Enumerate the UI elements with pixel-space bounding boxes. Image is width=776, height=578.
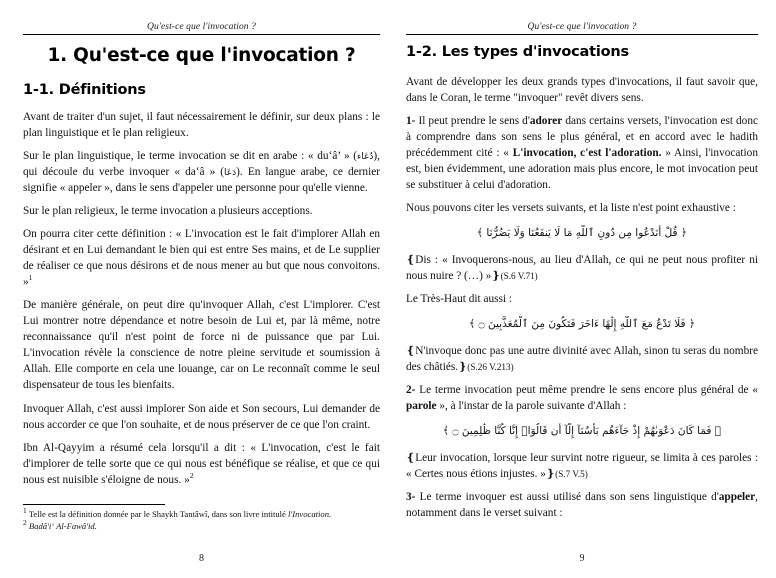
verse-1-translation: Dis : « Invoquerons-nous, au lieu d'Allah, ce qui ne peut nous profiter ni nous nuire ? (…) »: [406, 254, 758, 283]
point-1-part-b: dans certains versets, l'invocation est donc à comprendre dans son sens le plus général, et en accord avec le hadith précédemment cité : «: [406, 115, 758, 160]
point-1-bold-adoration: L'invocation, c'est l'adoration.: [512, 147, 662, 160]
quote-close-ornament-1: ❵: [491, 269, 501, 283]
paragraph-point-3: [406, 489, 758, 521]
quote-open-ornament-1: ❴: [406, 253, 416, 267]
section-title-types: 1-2. Les types d'invocations: [406, 44, 629, 60]
point-2-part-a: Le terme invocation peut même prendre le sens encore plus général de «: [415, 384, 758, 397]
quote-open-ornament-2: ❴: [406, 344, 416, 358]
paragraph-verses-intro: Nous pouvons citer les versets suivants, et la liste n'est point exhaustive :: [406, 202, 736, 215]
footnote-rule: [23, 504, 165, 505]
paragraph-verse-3-translation: [406, 450, 758, 482]
paragraph-linguistic: [23, 148, 380, 196]
quran-verse-arabic-1: ﴿ قُلْ أَنَدْعُوا مِن دُونِ ٱللَّهِ مَا لَا يَنفَعُنَا وَلَا يَضُرُّنَا ﴾: [476, 227, 688, 240]
point-1-bold-adorer: adorer: [529, 115, 563, 128]
footnote-2-marker: 2: [23, 518, 27, 528]
point-2-part-b: », à l'instar de la parole suivante d'Allah :: [436, 400, 627, 413]
verse-2-translation: N'invoque donc pas une autre divinité avec Allah, sinon tu seras du nombre des châtiés.: [406, 345, 758, 374]
point-3-part-b: , notamment dans le verset suivant :: [406, 491, 758, 520]
paragraph-verse-2-translation: [406, 343, 758, 375]
folio-left: 8: [199, 553, 204, 564]
paragraph-types-intro: Avant de développer les deux grands types d'invocations, il faut savoir que, dans le Coran, le terme "invoquer" revêt divers sens.: [406, 76, 758, 105]
point-3-part-a: Le terme invoquer est aussi utilisé dans son sens linguistique d': [415, 491, 719, 504]
verse-3-translation: Leur invocation, lorsque leur survint notre rigueur, se limita à ces paroles : « Certes nous étions injustes. »: [406, 452, 758, 481]
verse-2-reference: (S.26 V.213): [467, 362, 514, 373]
quote-close-ornament-3: ❵: [545, 467, 556, 481]
paragraph-definition: [23, 226, 380, 290]
section-title-definitions: 1-1. Définitions: [23, 82, 146, 98]
point-1-number: 1-: [406, 115, 416, 128]
footnote-1-marker: 1: [23, 505, 27, 515]
arabic-daa: دَعَا: [224, 168, 237, 179]
chapter-title: 1. Qu'est-ce que l'invocation ?: [47, 45, 356, 66]
paragraph-intro: Avant de traiter d'un sujet, il faut nécessairement le définir, sur deux plans : le plan linguistique et le plan religieux.: [23, 111, 380, 140]
linguistic-lead: Sur le plan linguistique, le terme invocation se dit en arabe : « du‘â’ » (: [23, 150, 358, 163]
footnote-2: [23, 518, 380, 533]
quote-close-ornament-2: ❵: [458, 360, 468, 374]
paragraph-verse-1-translation: [406, 252, 758, 284]
quran-verse-arabic-3: ﴿ فَمَا كَانَ دَعْوَىٰهُمْ إِذْ جَآءَهُم بَأْسُنَآ إِلَّآ أَن قَالُوٓا۟ إِنَّا كُنَّا ظَٰلِمِينَ ۝ ﴾: [442, 425, 722, 438]
footnote-marker-2: 2: [189, 470, 194, 480]
footnote-1: [23, 505, 380, 521]
header-rule-left: [23, 34, 380, 35]
linguistic-middle: ), qui découle du verbe invoquer « da‘â » (: [23, 150, 380, 179]
paragraph-also-said: Le Très-Haut dit aussi :: [406, 293, 513, 306]
verse-3-reference: (S.7 V.5): [555, 469, 588, 480]
verse-1-reference: (S.6 V.71): [500, 271, 538, 282]
footnote-2-title: Badâ'i‘ Al-Fawâ'id.: [28, 521, 97, 532]
paragraph-invoquer-allah: Invoquer Allah, c'est aussi implorer Son aide et Son secours, Lui demander de nous accorder ce que l'on souhaite, et de nous préserver de ce que l'on craint.: [23, 402, 380, 431]
quran-verse-arabic-2: ﴿ فَلَا تَدْعُ مَعَ ٱللَّهِ إِلَٰهًا ءَاخَرَ فَتَكُونَ مِنَ ٱلْمُعَذَّبِينَ ۝ ﴾: [469, 318, 695, 331]
paragraph-religious: Sur le plan religieux, le terme invocation a plusieurs acceptions.: [23, 205, 313, 218]
point-1-part-a: Il peut prendre le sens d': [415, 115, 530, 128]
footnote-1-title: l'Invocation.: [288, 508, 332, 519]
paragraph-ibn-al-qayyim: [23, 440, 380, 488]
footnotes-block: [23, 504, 380, 534]
linguistic-tail: ).: [236, 166, 243, 179]
point-1-part-c: » Ainsi, l'invocation est, bien évidemment, une adoration mais plus encore, le mot invocation peut se substituer à celui d'adoration.: [406, 147, 758, 192]
point-2-bold-parole: parole: [406, 400, 437, 413]
paragraph-point-2: [406, 382, 758, 414]
qayyim-text: Ibn Al-Qayyim a résumé cela lorsqu'il a dit : « L'invocation, c'est le fait d'implorer de telle sorte que ce qui nous est bénéfique se réalise, et que ce qui nous est nuisible s'éloigne de nous. »: [23, 441, 380, 486]
point-3-number: 3-: [406, 491, 416, 504]
point-2-number: 2-: [406, 384, 416, 397]
paragraph-point-1: [406, 113, 758, 193]
point-3-bold-appeler: appeler: [718, 491, 756, 504]
running-head-right: Qu'est-ce que l'invocation ?: [527, 22, 637, 32]
header-rule-right: [406, 34, 758, 35]
paragraph-langue-arabe: En langue arabe, ce dernier signifie « appeler », dans le sens d'appeler une personne pour qu'elle vienne.: [23, 166, 380, 195]
page-right: [394, 0, 776, 578]
definition-text: On pourra citer cette définition : « L'invocation est le fait d'implorer Allah en désirant et en Lui demandant le bien qui est entre Ses mains, et de Le supplier de réaliser ce que nous désirons et de nous mener au but que nous convoitons. »: [23, 228, 380, 289]
arabic-duaa: دُعَاء: [357, 152, 374, 163]
footnote-marker-1: 1: [28, 273, 33, 283]
footnote-1-text: Telle est la définition donnée par le Shaykh Tantâwî, dans son livre intitulé: [28, 508, 289, 519]
quote-open-ornament-3: ❴: [406, 451, 416, 464]
paragraph-general: De manière générale, on peut dire qu'invoquer Allah, c'est L'implorer. C'est Lui montrer notre dépendance et notre besoin de Lui et, par là même, notre reconnaissance qu'il n'est point de force ni de puissance que par Lui. L'invocation révèle la conscience de notre pleine servitude et soumission à Allah. Elle comporte en cela une louange, car on Le reconnaît comme le seul dispensateur de tous les bienfaits.: [23, 299, 380, 392]
running-head-left: Qu'est-ce que l'invocation ?: [147, 22, 256, 32]
folio-right: 9: [579, 553, 585, 564]
